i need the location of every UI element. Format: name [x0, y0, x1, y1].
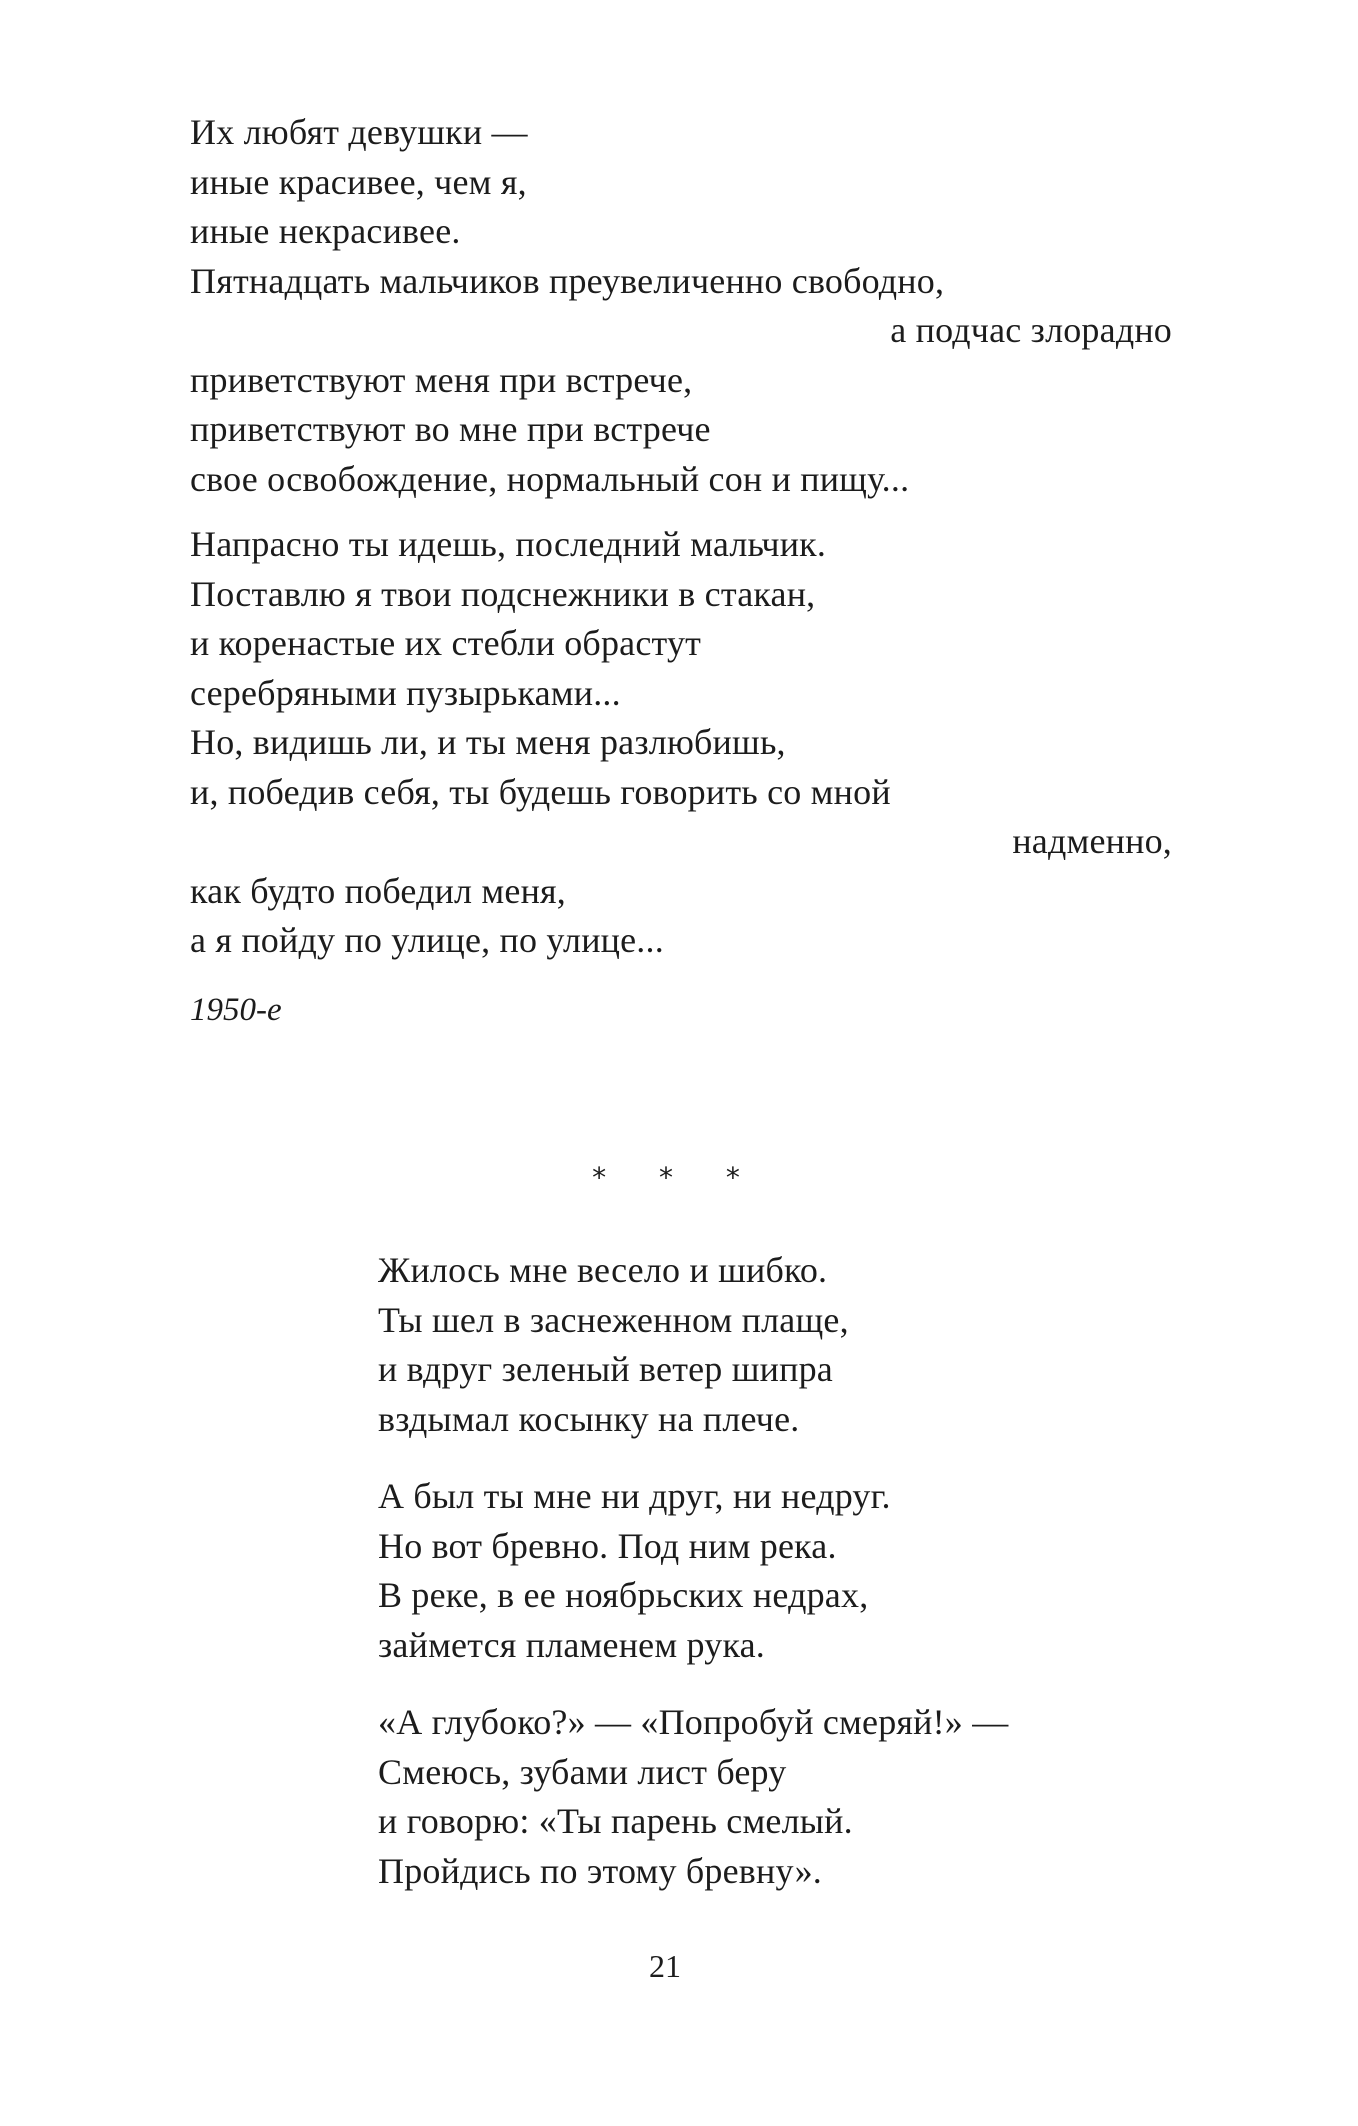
poem-second: [378, 1246, 1178, 1896]
poem-line: В реке, в ее ноябрьских недрах,: [378, 1575, 869, 1615]
poem-line: Пятнадцать мальчиков преувеличенно свободно,: [190, 260, 945, 301]
poem-line: иные некрасивее.: [190, 211, 461, 251]
poem-line: Напрасно ты идешь, последний мальчик.: [190, 524, 827, 564]
poem-line: свое освобождение, нормальный сон и пищу...: [190, 458, 910, 499]
poem-line: и вдруг зеленый ветер шипра: [378, 1349, 833, 1389]
poem-line: Пройдись по этому бревну».: [378, 1850, 822, 1891]
poem-line: займется пламенем рука.: [378, 1624, 765, 1665]
section-divider-asterisks: * * *: [592, 1161, 762, 1194]
poem-line: серебряными пузырьками...: [190, 672, 621, 713]
poem-line: вздымал косынку на плече.: [378, 1398, 800, 1439]
poem-second-stanza-3: [378, 1698, 1178, 1896]
poem-line-continuation: а подчас злорадно: [890, 310, 1172, 350]
poem-first: [190, 108, 1172, 966]
poem-line: как будто победил меня,: [190, 870, 567, 911]
poem-line: Поставлю я твои подснежники в стакан,: [190, 573, 816, 614]
poem-line: иные красивее, чем я,: [190, 161, 527, 202]
poem-line: и говорю: «Ты парень смелый.: [378, 1801, 853, 1841]
poem-line: Ты шел в заснеженном плаще,: [378, 1299, 849, 1340]
poem-first-stanza-2: [190, 520, 1172, 966]
poem-line: приветствуют меня при встрече,: [190, 359, 693, 400]
poem-line: и коренастые их стебли обрастут: [190, 623, 702, 663]
poem-line: Их любят девушки —: [190, 112, 528, 152]
poem-line: приветствуют во мне при встрече: [190, 409, 711, 449]
poem-line-continuation: надменно,: [1012, 821, 1172, 861]
poem-line: Но вот бревно. Под ним река.: [378, 1525, 837, 1566]
page-number: 21: [649, 1948, 681, 1984]
poem-line: Но, видишь ли, и ты меня разлюбишь,: [190, 722, 786, 762]
poem-line: «А глубоко?» — «Попробуй смеряй!» —: [378, 1702, 1009, 1742]
poem-line: А был ты мне ни друг, ни недруг.: [378, 1476, 891, 1516]
poem-first-stanza-1: [190, 108, 1172, 504]
poem-second-stanza-2: [378, 1472, 1178, 1670]
poem-line: а я пойду по улице, по улице...: [190, 920, 664, 960]
poem-line: и, победив себя, ты будешь говорить со мной: [190, 771, 891, 812]
poem-line: Жилось мне весело и шибко.: [378, 1250, 828, 1290]
poem-line: Смеюсь, зубами лист беру: [378, 1751, 787, 1792]
poem-date: 1950-е: [190, 992, 282, 1028]
poem-second-stanza-1: [378, 1246, 1178, 1444]
